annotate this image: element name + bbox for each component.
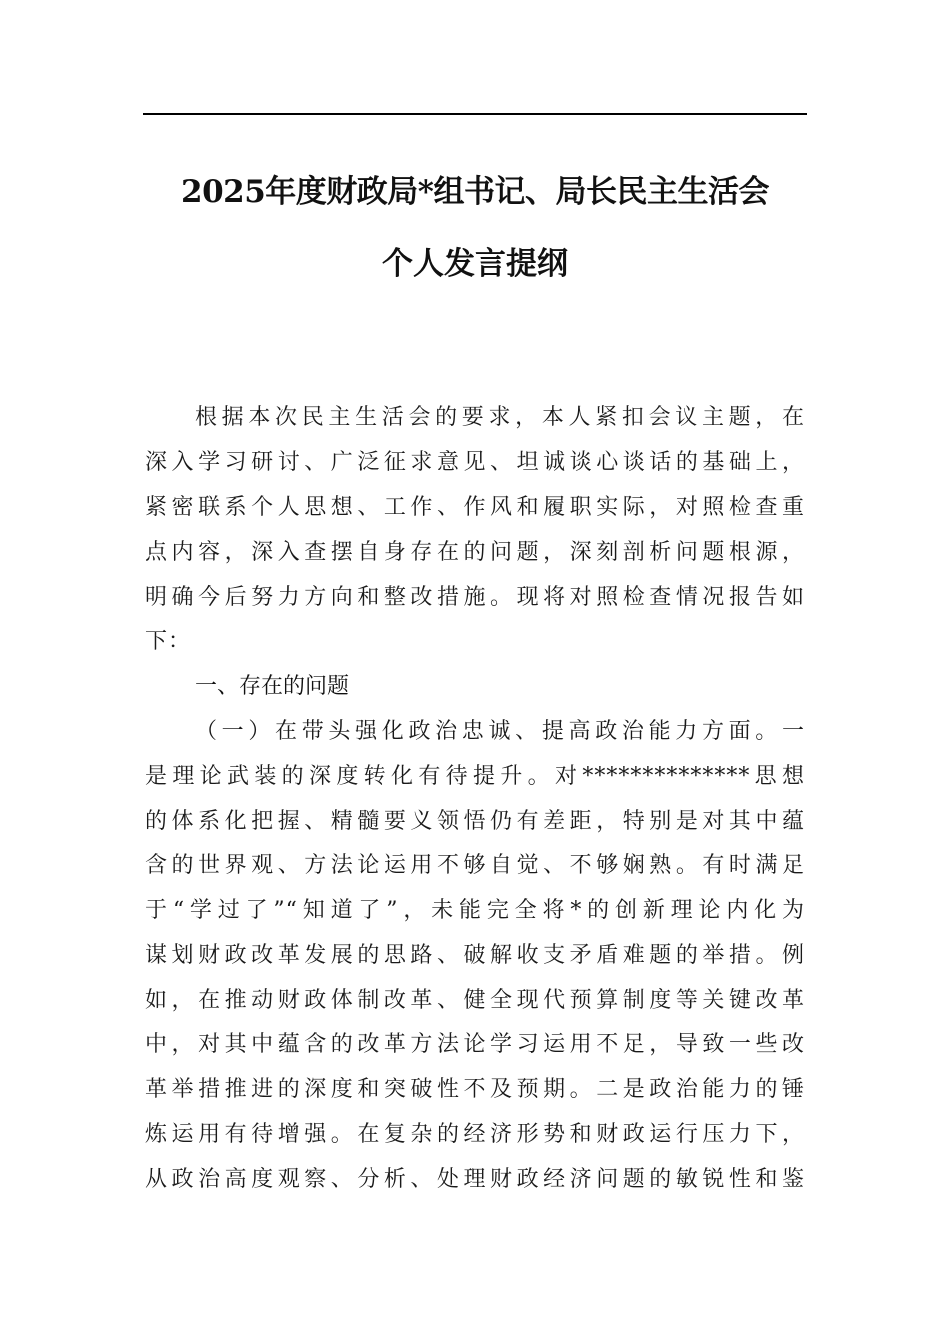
- paragraph-line: （一）在带头强化政治忠诚、提高政治能力方面。一: [195, 719, 805, 744]
- section-heading: 一、存在的问题: [195, 674, 350, 699]
- paragraph-line: 下：: [145, 629, 192, 654]
- document-title-line-2: 个人发言提纲: [382, 246, 568, 282]
- header-rule: [143, 113, 807, 115]
- paragraph-line: 点内容，深入查摆自身存在的问题，深刻剖析问题根源，: [145, 540, 805, 565]
- paragraph-line: 明确今后努力方向和整改措施。现将对照检查情况报告如: [145, 585, 805, 610]
- paragraph-line: 的体系化把握、精髓要义领悟仍有差距，特别是对其中蕴: [145, 809, 805, 834]
- paragraph-line: 于“学过了”“知道了”，未能完全将*的创新理论内化为: [145, 898, 805, 923]
- document-title-line-1: 2025年度财政局*组书记、局长民主生活会: [181, 174, 769, 210]
- paragraph-line: 含的世界观、方法论运用不够自觉、不够娴熟。有时满足: [145, 853, 805, 878]
- paragraph-line: 炼运用有待增强。在复杂的经济形势和财政运行压力下，: [145, 1122, 805, 1147]
- paragraph-line: 中，对其中蕴含的改革方法论学习运用不足，导致一些改: [145, 1032, 805, 1057]
- paragraph-line: 谋划财政改革发展的思路、破解收支矛盾难题的举措。例: [145, 943, 805, 968]
- paragraph-line: 如，在推动财政体制改革、健全现代预算制度等关键改革: [145, 988, 805, 1013]
- paragraph-line: 从政治高度观察、分析、处理财政经济问题的敏锐性和鉴: [145, 1167, 805, 1192]
- paragraph-line: 深入学习研讨、广泛征求意见、坦诚谈心谈话的基础上，: [145, 450, 805, 475]
- paragraph-line: 革举措推进的深度和突破性不及预期。二是政治能力的锤: [145, 1077, 805, 1102]
- paragraph-line: 根据本次民主生活会的要求，本人紧扣会议主题，在: [195, 405, 805, 430]
- paragraph-line: 是理论武装的深度转化有待提升。对**************思想: [145, 764, 805, 789]
- paragraph-line: 紧密联系个人思想、工作、作风和履职实际，对照检查重: [145, 495, 805, 520]
